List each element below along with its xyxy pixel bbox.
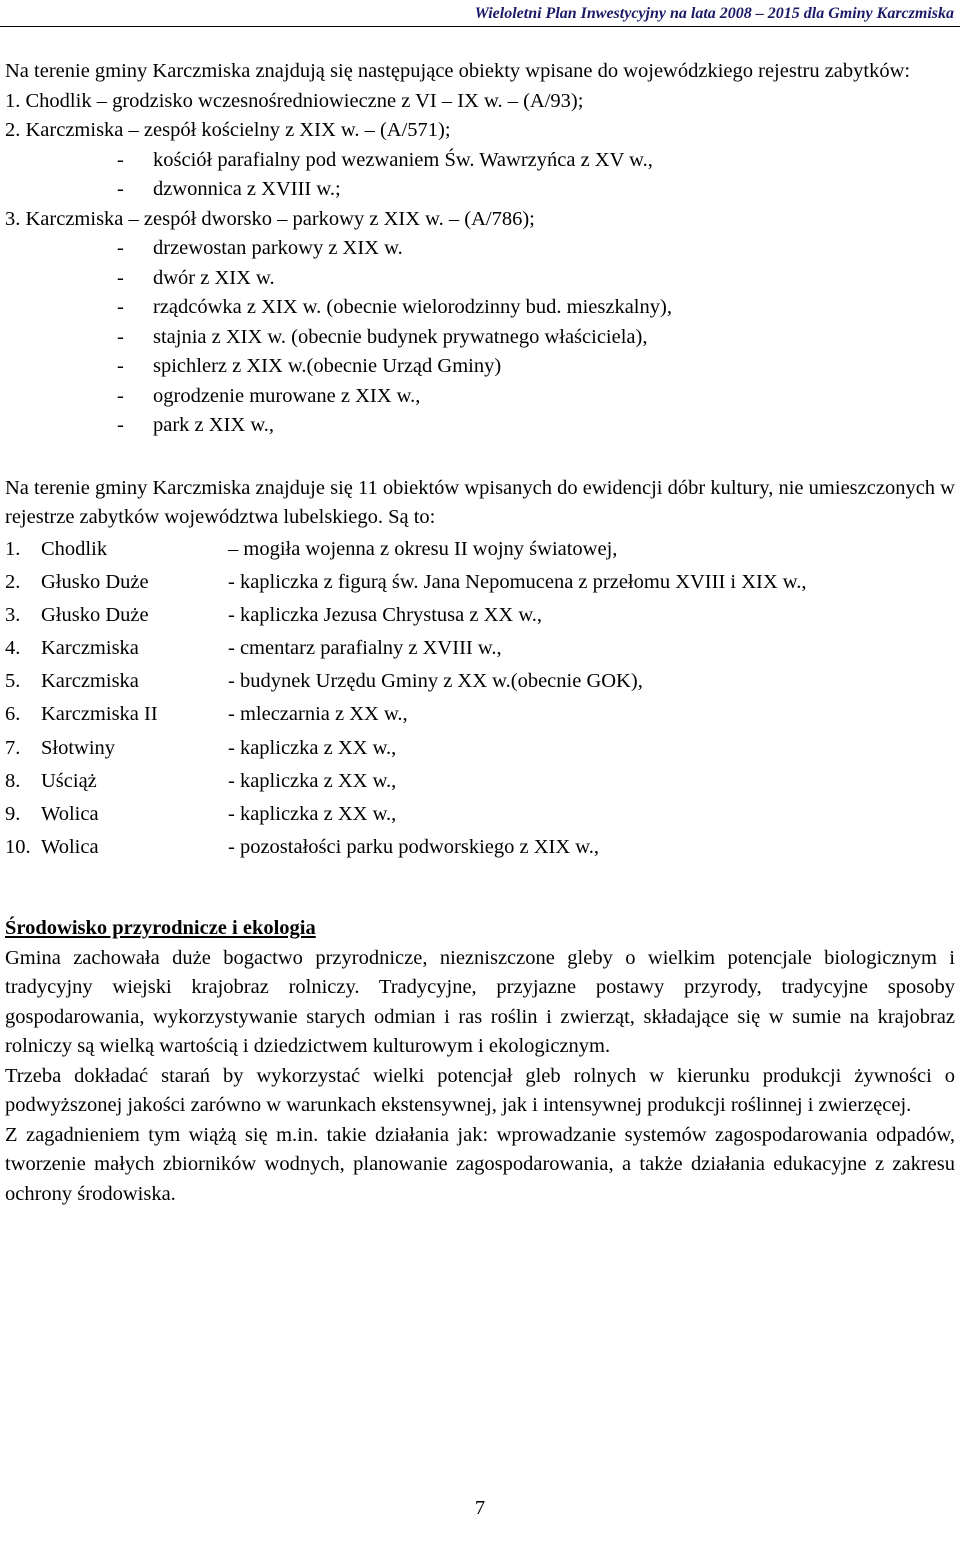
- register-desc: - kapliczka Jezusa Chrystusa z XX w.,: [228, 603, 543, 626]
- bullet-dash: -: [117, 178, 124, 200]
- register-desc: - cmentarz parafialny z XVIII w.,: [228, 637, 502, 660]
- register-num: 9.: [5, 803, 21, 825]
- register-place: Karczmiska: [41, 637, 139, 660]
- register-intro: Na terenie gminy Karczmiska znajduje się 11 obiektów wpisanych do ewidencji dóbr kultury, nie umieszczonych w rejestrze zabytków województwa lubelskiego. Są to:: [5, 476, 955, 528]
- register-num: 10.: [5, 836, 31, 859]
- environment-paragraph: Z zagadnieniem tym wiążą się m.in. takie działania jak: wprowadzanie systemów zagospodarowania odpadów, tworzenie małych zbiorników wodnych, planowanie zagospodarowania, a także działania edukacyjne z zakresu ochrony środowiska.: [5, 1123, 955, 1205]
- register-num: 4.: [5, 637, 21, 660]
- environment-paragraph: Trzeba dokładać starań by wykorzystać wielki potencjał gleb rolnych w kierunku produkcji żywności o podwyższonej jakości zarówno w warunkach ekstensywnej, jak i intensywnej produkcji roślinnej i zwierzęcej.: [5, 1064, 955, 1117]
- bullet-dash: -: [117, 325, 124, 348]
- register-row: [5, 831, 955, 864]
- monument-subitem-text: dwór z XIX w.: [153, 266, 275, 289]
- monument-subitem: [5, 323, 955, 353]
- monument-item-2: 2. Karczmiska – zespół kościelny z XIX w. – (A/571);: [5, 119, 451, 141]
- register-desc: - mleczarnia z XX w.,: [228, 703, 408, 726]
- register-place: Karczmiska: [41, 670, 139, 693]
- register-desc: - kapliczka z XX w.,: [228, 736, 397, 759]
- section-title: Środowisko przyrodnicze i ekologia: [5, 917, 316, 940]
- monument-subitem: [5, 382, 955, 412]
- monument-subitem: [5, 146, 955, 176]
- bullet-dash: -: [117, 355, 124, 377]
- register-row: [5, 665, 955, 698]
- running-header: Wieloletni Plan Inwestycyjny na lata 2008 – 2015 dla Gminy Karczmiska: [474, 5, 954, 22]
- monument-subitem-text: kościół parafialny pod wezwaniem Św. Wawrzyńca z XV w.,: [153, 148, 653, 171]
- monuments-intro-text: Na terenie gminy Karczmiska znajdują się następujące obiekty wpisane do wojewódzkiego rejestru zabytków:: [5, 60, 911, 82]
- monument-subitem-text: drzewostan parkowy z XIX w.: [153, 237, 403, 259]
- page-number: 7: [474, 1497, 486, 1519]
- monument-subitem: [5, 264, 955, 294]
- register-row: [5, 632, 955, 665]
- register-place: Uściąż: [41, 769, 97, 792]
- monument-subitem: [5, 175, 955, 205]
- monument-subitem-text: rządcówka z XIX w. (obecnie wielorodzinny bud. mieszkalny),: [153, 296, 672, 318]
- spacer: [5, 441, 955, 474]
- register-place: Słotwiny: [41, 736, 116, 759]
- register-desc: - pozostałości parku podworskiego z XIX w.,: [228, 836, 600, 859]
- monument-subitem: [5, 293, 955, 323]
- monuments-intro: [5, 57, 955, 87]
- bullet-dash: -: [117, 384, 124, 407]
- register-row: [5, 732, 955, 765]
- monument-subitem-text: spichlerz z XIX w.(obecnie Urząd Gminy): [153, 355, 502, 377]
- bullet-dash: -: [117, 266, 124, 289]
- register-place: Karczmiska II: [41, 703, 158, 726]
- register-desc: - kapliczka z XX w.,: [228, 769, 397, 792]
- register-place: Wolica: [41, 836, 99, 859]
- register-num: 1.: [5, 537, 21, 560]
- bullet-dash: -: [117, 296, 124, 318]
- monument-subitem: [5, 234, 955, 264]
- monument-subitem-text: ogrodzenie murowane z XIX w.,: [153, 384, 421, 407]
- register-num: 3.: [5, 603, 21, 626]
- register-num: 8.: [5, 769, 21, 792]
- register-num: 7.: [5, 736, 21, 759]
- monument-subitem-text: stajnia z XIX w. (obecnie budynek prywatnego właściciela),: [153, 325, 648, 348]
- register-row: [5, 698, 955, 731]
- monument-subitem-text: dzwonnica z XVIII w.;: [153, 178, 341, 200]
- monument-item-1: 1. Chodlik – grodzisko wczesnośredniowieczne z VI – IX w. – (A/93);: [5, 89, 584, 112]
- bullet-dash: -: [117, 148, 124, 171]
- monument-subitem-text: park z XIX w.,: [153, 414, 275, 436]
- register-desc: - kapliczka z figurą św. Jana Nepomucena z przełomu XVIII i XIX w.,: [228, 570, 807, 593]
- register-place: Głusko Duże: [41, 570, 149, 593]
- header-rule: [0, 26, 960, 27]
- environment-paragraph: Gmina zachowała duże bogactwo przyrodnicze, niezniszczone gleby o wielkim potencjale biologicznym i tradycyjny wiejski krajobraz rolniczy. Tradycyjne, przyjazne postawy przyrody, tradycyjne sposoby gospodarowania, wykorzystywanie starych odmian i ras roślin i zwierząt, składające się w sumie na krajobraz rolniczy są wielką wartością i dziedzictwem kulturowym i ekologicznym.: [5, 946, 955, 1058]
- bullet-dash: -: [117, 237, 124, 259]
- register-row: [5, 599, 955, 632]
- register-num: 2.: [5, 570, 21, 593]
- register-num: 6.: [5, 703, 21, 726]
- register-row: [5, 765, 955, 798]
- register-list: [5, 533, 955, 865]
- spacer: [5, 864, 955, 914]
- page-content: [5, 57, 955, 1209]
- register-desc: – mogiła wojenna z okresu II wojny światowej,: [228, 537, 618, 560]
- register-row: [5, 533, 955, 566]
- register-num: 5.: [5, 670, 21, 693]
- register-row: [5, 566, 955, 599]
- register-place: Głusko Duże: [41, 603, 149, 626]
- register-place: Chodlik: [41, 537, 108, 560]
- register-row: [5, 798, 955, 831]
- bullet-dash: -: [117, 414, 124, 436]
- monument-item-3: 3. Karczmiska – zespół dworsko – parkowy z XIX w. – (A/786);: [5, 207, 535, 230]
- monument-subitem: [5, 352, 955, 382]
- register-place: Wolica: [41, 803, 99, 825]
- register-desc: - budynek Urzędu Gminy z XX w.(obecnie GOK),: [228, 670, 643, 693]
- register-desc: - kapliczka z XX w.,: [228, 803, 397, 825]
- monument-subitem: [5, 411, 955, 441]
